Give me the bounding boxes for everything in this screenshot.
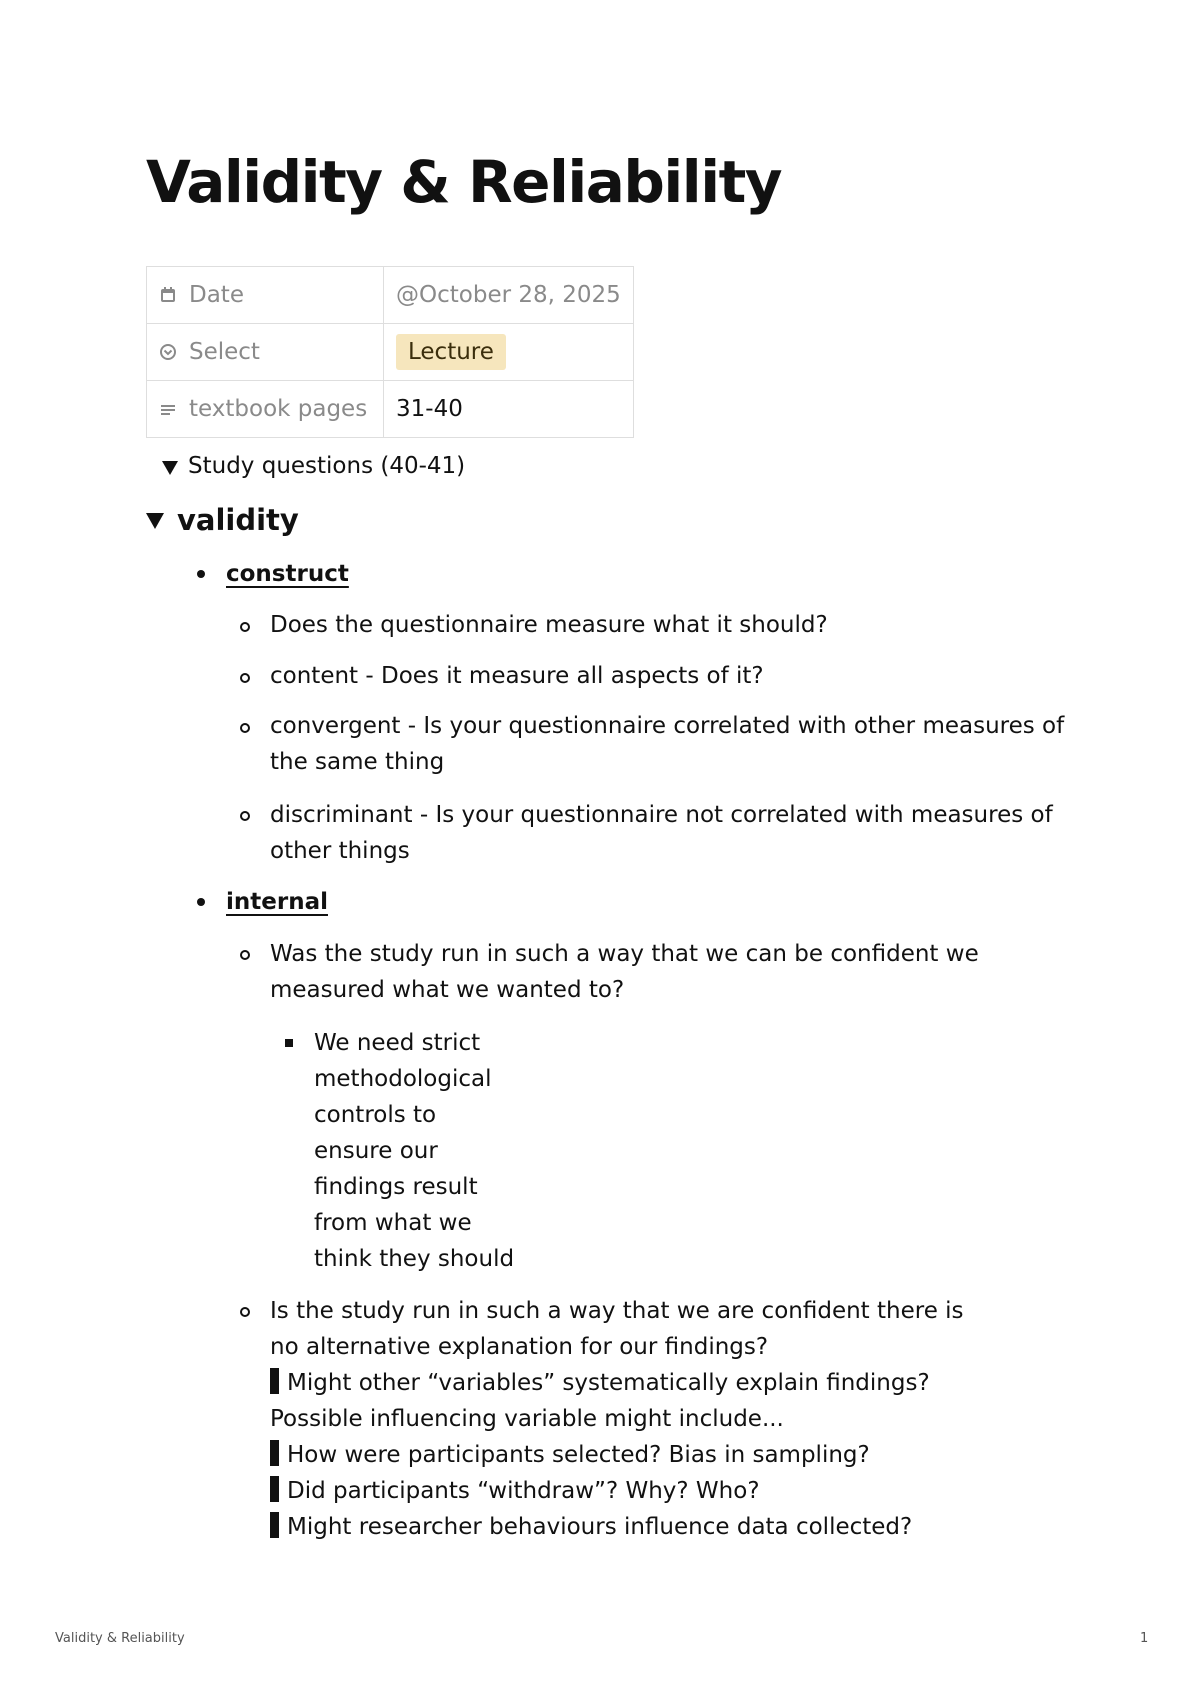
bullet-circle [240,622,250,632]
select-circle-icon [159,343,177,361]
list-text: Did participants “withdraw”? Why? Who? [287,1478,760,1504]
list-item-continued: other things [270,838,410,864]
bullet-circle [240,1307,250,1317]
list-item: Does the questionnaire measure what it should? [270,612,828,638]
toggle-arrow-icon[interactable] [162,461,178,475]
page-title: Validity & Reliability [146,148,782,216]
list-item-continued: Possible influencing variable might include... [270,1406,784,1432]
property-key-select [147,324,384,381]
sub-item-line: findings result [314,1174,478,1200]
list-item: discriminant - Is your questionnaire not correlated with measures of [270,802,1053,828]
list-item: content - Does it measure all aspects of it? [270,663,764,689]
calendar-icon [159,286,177,304]
property-label: textbook pages [189,396,368,422]
sub-item-line: from what we [314,1210,472,1236]
bullet-disc [197,898,205,906]
text-lines-icon [159,400,177,418]
construct-label: construct [226,561,349,587]
list-item: convergent - Is your questionnaire correlated with other measures of [270,713,1065,739]
list-item: Is the study run in such a way that we are confident there is [270,1298,964,1324]
list-item-continued: measured what we wanted to? [270,977,625,1003]
bar-glyph [270,1512,279,1538]
lecture-tag[interactable]: Lecture [396,334,506,370]
property-key-date [147,267,384,324]
sub-item-line: think they should [314,1246,515,1272]
property-key-pages [147,381,384,438]
page-number: 1 [1140,1631,1149,1646]
list-text: Might other “variables” systematically explain findings? [287,1370,930,1396]
footer-title: Validity & Reliability [55,1631,185,1646]
property-label: Select [189,339,260,365]
select-value-cell[interactable] [384,324,634,381]
sub-item-line: controls to [314,1102,437,1128]
validity-heading[interactable]: validity [177,503,299,537]
property-row-pages [147,381,634,438]
bullet-circle [240,673,250,683]
internal-label: internal [226,889,328,915]
property-row-select [147,324,634,381]
sub-item-line: ensure our [314,1138,438,1164]
date-value[interactable]: @October 28, 2025 [384,267,634,324]
bullet-circle [240,723,250,733]
bar-glyph [270,1368,279,1394]
list-text: Might researcher behaviours influence data collected? [287,1514,913,1540]
properties-table [146,266,634,438]
study-questions-toggle[interactable]: Study questions (40-41) [188,453,466,479]
property-label: Date [189,282,244,308]
pages-value[interactable]: 31-40 [384,381,634,438]
bullet-circle [240,950,250,960]
list-item-continued: no alternative explanation for our findings? [270,1334,769,1360]
bullet-circle [240,811,250,821]
list-item-continued [270,1365,930,1401]
list-item-continued [270,1509,912,1545]
bar-glyph [270,1476,279,1502]
list-item: Was the study run in such a way that we can be confident we [270,941,979,967]
toggle-arrow-icon[interactable] [146,513,164,529]
property-row-date [147,267,634,324]
list-item-continued [270,1473,760,1509]
list-item-continued: the same thing [270,749,445,775]
bullet-disc [197,570,205,578]
bullet-square [285,1039,293,1047]
list-item-continued [270,1437,870,1473]
list-text: How were participants selected? Bias in sampling? [287,1442,870,1468]
sub-item-line: methodological [314,1066,492,1092]
bar-glyph [270,1440,279,1466]
sub-item-line: We need strict [314,1030,481,1056]
